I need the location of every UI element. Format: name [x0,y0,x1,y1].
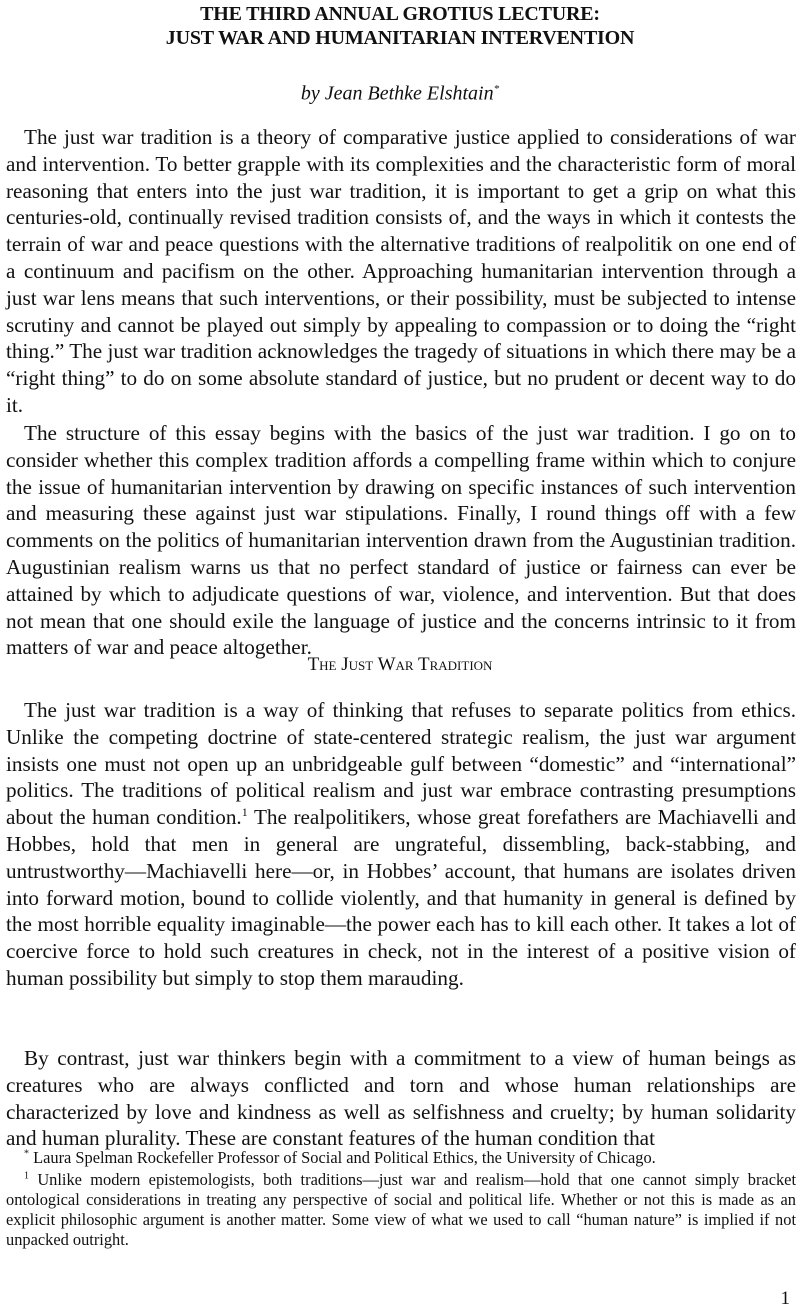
footnote-author [6,1148,796,1168]
footnote-ref-1[interactable]: 1 [241,805,248,820]
title-line-1: THE THIRD ANNUAL GROTIUS LECTURE: [200,3,600,25]
footnote-author-mark: * [24,1148,29,1160]
paragraph-3-part-a: The just war tradition is a way of thinking that refuses to separate politics from ethics. Unlike the competing doctrine of state-centered strategic realism, the just war argument insists one must not open up an unbridgeable gulf between “domestic” and “international” politics. The traditions of political realism and just war embrace contrasting presumptions about the human condition. [6,698,796,830]
author-footnote-mark: * [493,83,500,95]
author-name: by Jean Bethke Elshtain [300,82,494,105]
footnote-1 [6,1170,796,1250]
footnote-1-text: Unlike modern epistemologists, both traditions—just war and realism—hold that one cannot simply bracket ontological considerations in treating any perspective of social and political life. Whether or not this is made as an explicit philosophic argument is another matter. Some view of what we used to call “human nature” is implied if not unpacked outright. [6,1170,796,1249]
paragraph-2: The structure of this essay begins with the basics of the just war tradition. I go on to consider whether this complex tradition affords a compelling frame within which to conjure the issue of humanitarian intervention by drawing on specific instances of such intervention and measuring these against just war stipulations. Finally, I round things off with a few comments on the politics of humanitarian intervention drawn from the Augustinian tradition. Augustinian realism warns us that no perfect standard of justice or fairness can ever be attained by which to adjudicate questions of war, violence, and intervention. But that does not mean that one should exile the language of justice and the concerns intrinsic to it from matters of war and peace altogether. [6,421,796,660]
author-byline [0,77,800,106]
title-line-2: JUST WAR AND HUMANITARIAN INTERVENTION [165,27,635,49]
page-number: 1 [780,1288,790,1309]
footnote-author-text: Laura Spelman Rockefeller Professor of Social and Political Ethics, the University of Chicago. [29,1148,656,1167]
footnote-1-mark: 1 [24,1170,29,1182]
paragraph-3 [6,697,796,992]
paragraph-3-part-b: The realpolitikers, whose great forefathers are Machiavelli and Hobbes, hold that men in general are ungrateful, dissembling, back-stabbing, and untrustworthy—Machiavelli here—or, in Hobbes’ account, that humans are isolates driven into forward motion, bound to collide violently, and that humanity in general is defined by the most horrible equality imaginable—the power each has to kill each other. It takes a lot of coercive force to hold such creatures in check, not in the interest of a positive vision of human possibility but simply to stop them marauding. [6,805,796,990]
paragraph-4: By contrast, just war thinkers begin with a commitment to a view of human beings as creatures who are always conflicted and torn and whose human relationships are characterized by love and kindness as well as selfishness and cruelty; by human solidarity and human plurality. These are constant features of the human condition that [6,1046,796,1151]
section-heading: The Just War Tradition [307,654,493,675]
paragraph-1: The just war tradition is a theory of comparative justice applied to considerations of war and intervention. To better grapple with its complexities and the characteristic form of moral reasoning that enters into the just war tradition, it is important to get a grip on what this centuries-old, continually revised tradition consists of, and the ways in which it contests the terrain of war and peace questions with the alternative traditions of realpolitik on one end of a continuum and pacifism on the other. Approaching humanitarian intervention through a just war lens means that such interventions, or their possibility, must be subjected to intense scrutiny and cannot be played out simply by appealing to compassion or to doing the “right thing.” The just war tradition acknowledges the tragedy of situations in which there may be a “right thing” to do on some absolute standard of justice, but no prudent or decent way to do it. [6,125,796,417]
